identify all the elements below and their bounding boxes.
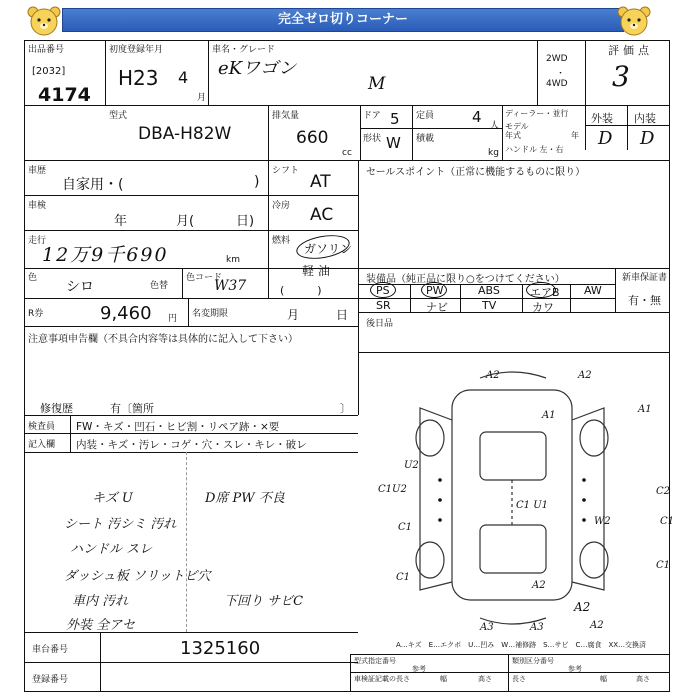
shape-label: 形状 bbox=[363, 134, 382, 144]
footer-ref-2: 参考 bbox=[568, 665, 582, 673]
shape-value: W bbox=[386, 134, 401, 152]
tax-month-unit: 月 bbox=[287, 308, 300, 322]
inspector-label: 検査員 bbox=[28, 422, 56, 432]
mark-18: A2 bbox=[590, 620, 604, 631]
warranty-label: 新車保証書 bbox=[622, 273, 668, 283]
mileage-label: 走行 bbox=[28, 236, 47, 246]
mark-16: A3 bbox=[480, 622, 494, 633]
car-damage-diagram bbox=[360, 360, 670, 640]
equip-sr: SR bbox=[376, 299, 391, 312]
footer-width: 幅 bbox=[600, 675, 607, 683]
history-close: ) bbox=[254, 174, 260, 190]
color-label: 色 bbox=[28, 273, 38, 283]
note-2: シート 汚シミ 汚れ bbox=[64, 517, 177, 532]
dealer-label: ディーラー・並行 bbox=[505, 109, 569, 118]
lot-code: [2032] bbox=[32, 66, 66, 77]
fuel-gasoline: ガソリン bbox=[304, 242, 353, 256]
drive-dot: ・ bbox=[556, 69, 566, 79]
capacity-unit: 人 bbox=[490, 121, 500, 131]
color-code-value: W37 bbox=[214, 278, 247, 294]
inspector-interior-row: 内装・キズ・汚レ・コゲ・穴・スレ・キレ・破レ bbox=[76, 439, 307, 451]
lot-number: 4174 bbox=[38, 84, 91, 106]
color-value: シロ bbox=[66, 279, 94, 295]
interior-value: D bbox=[640, 128, 655, 149]
page-title: 完全ゼロ切りコーナー bbox=[62, 8, 624, 32]
model-value: DBA-H82W bbox=[138, 124, 232, 144]
mark-9: W2 bbox=[594, 516, 611, 527]
footer-ref-1: 参考 bbox=[412, 665, 426, 673]
note-5: 車内 汚れ bbox=[72, 594, 129, 609]
fuel-other: ( ) bbox=[280, 284, 322, 297]
color-code-label: 色コード bbox=[186, 273, 223, 283]
diagram-legend: A…キズ E…エクボ U…凹み W…補修跡 S…サビ C…腐食 XX…交換済 bbox=[396, 641, 647, 649]
shift-label: シフト bbox=[272, 166, 300, 176]
inspection-year-unit: 年 bbox=[114, 214, 128, 229]
note-right-2: 下回り サビC bbox=[224, 594, 304, 609]
price-label: R券 bbox=[28, 309, 44, 319]
mark-12: C1 bbox=[396, 572, 411, 583]
mileage-value: 12万9千690 bbox=[42, 244, 169, 266]
note-right-1: D席 PW 不良 bbox=[205, 491, 285, 506]
interior-label: 内装 bbox=[634, 112, 656, 125]
mark-6: C1U2 bbox=[378, 484, 407, 495]
capacity-value: 4 bbox=[472, 108, 482, 126]
equip-airbag: エアB bbox=[530, 286, 560, 299]
history-label: 車歴 bbox=[28, 166, 47, 176]
reg-number-label: 登録番号 bbox=[32, 675, 69, 685]
history-value: 自家用・( bbox=[62, 177, 124, 193]
footer-type-number: 型式指定番号 bbox=[354, 657, 396, 665]
mark-5: U2 bbox=[404, 460, 419, 471]
mileage-unit: km bbox=[226, 255, 240, 265]
note-1: キズ U bbox=[92, 491, 133, 506]
equipment-label: 装備品（純正品に限り○をつけてください） bbox=[366, 274, 565, 285]
price-value: 9,460 bbox=[100, 303, 152, 324]
footer-length: 長さ bbox=[512, 675, 526, 683]
warranty-value: 有・無 bbox=[628, 294, 661, 307]
equip-abs: ABS bbox=[478, 284, 500, 297]
mark-10: C1 bbox=[398, 522, 413, 533]
footer-class-number: 類別区分番号 bbox=[512, 657, 554, 665]
repair-history-close: 〕 bbox=[340, 402, 351, 415]
equip-airbag-circle bbox=[526, 282, 556, 298]
equip-leather: カワ bbox=[532, 301, 554, 314]
doors-value: 5 bbox=[390, 110, 400, 128]
mark-3: A1 bbox=[542, 410, 556, 421]
mark-11: C1 bbox=[660, 516, 675, 527]
vehicle-name: eKワゴン bbox=[218, 58, 297, 79]
equip-tv: TV bbox=[482, 299, 497, 312]
model-year-label: モデル bbox=[505, 122, 529, 131]
mark-7: C1 U1 bbox=[516, 500, 548, 511]
footer-length-cert: 車検証記載の長さ bbox=[354, 675, 410, 683]
footer-width-cert: 幅 bbox=[440, 675, 447, 683]
bear-mascot-icon bbox=[614, 4, 654, 38]
aircon-value: AC bbox=[310, 205, 334, 225]
doors-label: ドア bbox=[363, 111, 381, 121]
fuel-diesel: 軽 油 bbox=[302, 264, 330, 278]
repair-history-label: 修復歴 bbox=[40, 402, 73, 415]
evaluation-label: 評価点 bbox=[608, 44, 653, 57]
fuel-label: 燃料 bbox=[272, 236, 291, 246]
chassis-value: 1325160 bbox=[180, 638, 261, 659]
displacement-label: 排気量 bbox=[272, 111, 300, 121]
footer-height: 高さ bbox=[636, 675, 650, 683]
notes-label: 注意事項申告欄（不具合内容等は具体的に記入して下さい） bbox=[28, 334, 298, 345]
price-unit: 円 bbox=[168, 314, 178, 324]
chassis-label: 車台番号 bbox=[32, 645, 69, 655]
color-tone-label: 色替 bbox=[150, 281, 169, 291]
load-label: 積載 bbox=[416, 134, 435, 144]
inspection-day-unit: 日) bbox=[236, 214, 255, 229]
mark-1: A2 bbox=[486, 370, 500, 381]
drive-2wd: 2WD bbox=[546, 54, 568, 64]
displacement-unit: cc bbox=[342, 148, 352, 158]
mark-8: C2 bbox=[656, 486, 671, 497]
equip-pw: PW bbox=[426, 284, 444, 297]
equip-pw-circle bbox=[421, 282, 447, 298]
evaluation-score: 3 bbox=[612, 60, 630, 93]
load-unit: kg bbox=[488, 148, 499, 158]
shift-value: AT bbox=[310, 172, 331, 192]
bear-mascot-icon bbox=[24, 4, 64, 38]
footer-height-cert: 高さ bbox=[478, 675, 492, 683]
mark-4: A1 bbox=[638, 404, 652, 415]
capacity-label: 定員 bbox=[416, 111, 435, 121]
displacement-value: 660 bbox=[296, 128, 329, 148]
year-unit: 年 bbox=[571, 131, 579, 140]
note-6: 外装 全アセ bbox=[66, 618, 136, 633]
equip-navi: ナビ bbox=[426, 301, 448, 314]
exterior-label: 外装 bbox=[591, 112, 613, 125]
inspector-exterior-row: FW・キズ・凹石・ヒビ割・リペア跡・×要 bbox=[76, 421, 280, 433]
tax-day-unit: 日 bbox=[336, 308, 349, 322]
rear-seat-label: 後日品 bbox=[366, 319, 394, 329]
inspector-entry-label: 記入欄 bbox=[28, 440, 56, 450]
exterior-value: D bbox=[598, 128, 613, 149]
lot-label: 出品番号 bbox=[28, 45, 65, 55]
sales-points-label: セールスポイント（正常に機能するものに限り） bbox=[366, 167, 586, 178]
equip-aw: AW bbox=[584, 284, 602, 297]
mark-14: A2 bbox=[532, 580, 546, 591]
vehicle-grade: M bbox=[368, 74, 386, 94]
handle-label: ハンドル 左・右 bbox=[505, 145, 564, 154]
equip-ps: PS bbox=[376, 284, 390, 297]
drive-4wd: 4WD bbox=[546, 79, 568, 89]
tax-label: 名変期限 bbox=[192, 309, 229, 319]
registration-year: H23 bbox=[118, 66, 159, 90]
mark-15: A2 bbox=[574, 600, 591, 614]
equip-ps-circle bbox=[370, 282, 396, 298]
mark-2: A2 bbox=[578, 370, 592, 381]
repair-history-value: 有〔箇所 bbox=[110, 402, 154, 415]
vehicle-name-label: 車名・グレード bbox=[212, 45, 276, 55]
inspection-label: 車検 bbox=[28, 201, 47, 211]
inspection-month-unit: 月( bbox=[176, 214, 195, 229]
registration-label: 初度登録年月 bbox=[109, 45, 164, 55]
mark-17: A3 bbox=[530, 622, 544, 633]
aircon-label: 冷房 bbox=[272, 201, 291, 211]
year-label: 年式 bbox=[505, 131, 521, 140]
registration-month-unit: 月 bbox=[197, 93, 207, 103]
note-4: ダッシュ板 ソリットビ穴 bbox=[64, 569, 211, 584]
model-label: 型式 bbox=[109, 111, 128, 121]
mark-13: C1 bbox=[656, 560, 671, 571]
note-3: ハンドル スレ bbox=[70, 542, 153, 557]
registration-month: 4 bbox=[178, 68, 189, 87]
